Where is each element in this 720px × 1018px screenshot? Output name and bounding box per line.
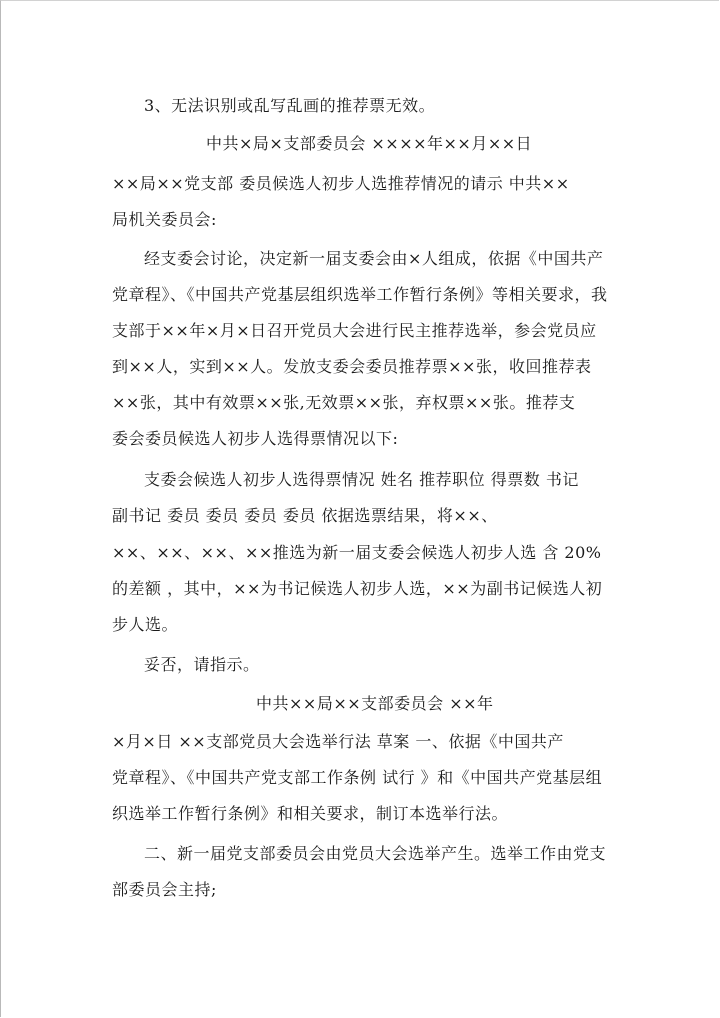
line-addressee: 局机关委员会: [112, 210, 217, 229]
line-para4-1: 二、新一届党支部委员会由党员大会选举产生。选举工作由党支 [144, 844, 607, 863]
line-para2-4: 的差额 ，其中，××为书记候选人初步人选，××为副书记候选人初 [112, 579, 603, 598]
line-para2-1: 支委会候选人初步人选得票情况 姓名 推荐职位 得票数 书记 [144, 470, 579, 489]
line-para1-5: ××张，其中有效票××张,无效票××张，弃权票××张。推荐支 [112, 393, 576, 412]
line-request-title: ××局××党支部 委员候选人初步人选推荐情况的请示 中共×× [112, 174, 570, 193]
line-para1-1: 经支委会讨论，决定新一届支委会由×人组成，依据《中国共产 [144, 249, 604, 268]
line-para4-2: 部委员会主持; [112, 880, 217, 899]
line-closing: 妥否，请指示。 [144, 655, 260, 674]
line-para3-3: 织选举工作暂行条例》和相关要求，制订本选举行法。 [112, 804, 509, 823]
line-para2-2: 副书记 委员 委员 委员 委员 依据选票结果，将××、 [112, 506, 498, 525]
line-signature-1: 中共×局×支部委员会 ××××年××月××日 [206, 134, 533, 153]
line-rule-3: 3、无法识别或乱写乱画的推荐票无效。 [144, 96, 436, 115]
line-para2-5: 步人选。 [112, 615, 179, 634]
line-para3-2: 党章程》、《中国共产党支部工作条例 试行 》和《中国共产党基层组 [112, 768, 603, 787]
line-para1-6: 委会委员候选人初步人选得票情况以下: [112, 429, 399, 448]
line-para1-3: 支部于××年×月×日召开党员大会进行民主推荐选举，参会党员应 [112, 321, 597, 340]
line-para2-3: ××、××、××、××推选为新一届支委会候选人初步人选 含 20% [112, 543, 602, 562]
line-signature-2: 中共××局××支部委员会 ××年 [256, 694, 494, 713]
line-para1-2: 党章程》、《中国共产党基层组织选举工作暂行条例》等相关要求，我 [112, 285, 608, 304]
line-para1-4: 到××人，实到××人。发放支委会委员推荐票××张，收回推荐表 [112, 357, 592, 376]
line-para3-1: ×月×日 ××支部党员大会选举行法 草案 一、依据《中国共产 [112, 732, 564, 751]
